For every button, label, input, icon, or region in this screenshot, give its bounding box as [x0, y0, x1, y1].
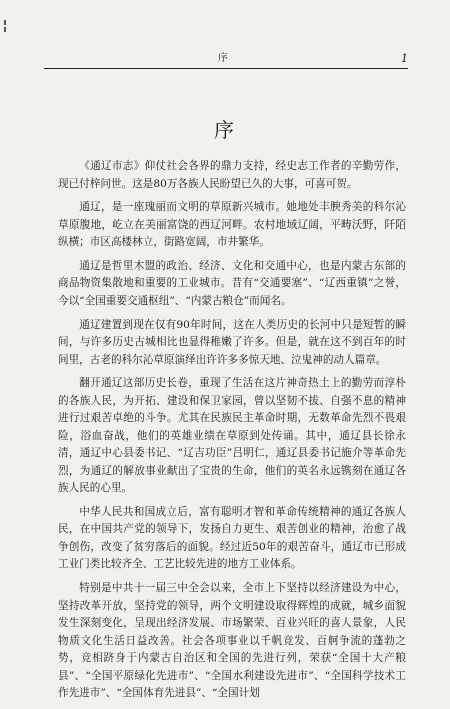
paragraph: 中华人民共和国成立后，富有聪明才智和革命传统精神的通辽各族人民，在中国共产党的领导下，发扬自力更生、艰苦创业的精神，治愈了战争创伤，改变了贫穷落后的面貌。经过近50年的艰苦奋斗，通辽市已形成工业门类比较齐全、工艺比较先进的地方工业体系。	[58, 505, 406, 571]
paragraph: 《通辽市志》仰仗社会各界的鼎力支持，经史志工作者的辛勤劳作，现已付梓问世。这是80万各族人民盼望已久的大事，可喜可贺。	[58, 160, 406, 190]
running-header-title: 序	[218, 53, 234, 64]
body-text	[58, 158, 406, 709]
paragraph: 通辽建置到现在仅有90年时间，这在人类历史的长河中只是短暂的瞬间，与许多历史古城相比也显得稚嫩了许多。但是，就在这不到百年的时间里，古老的科尔沁草原演绎出许许多多惊天地、泣鬼神的动人篇章。	[58, 318, 406, 366]
paragraph: 通辽是哲里木盟的政治、经济、文化和交通中心，也是内蒙古东部的商品物资集散地和重要的工业城市。昔有“交通要塞”、“辽西重镇”之誉，今以“全国重要交通枢纽”、“内蒙古粮仓”而闻名。	[58, 259, 406, 307]
paragraph: 特别是中共十一届三中全会以来，全市上下坚持以经济建设为中心，坚持改革开放，坚持党的领导，两个文明建设取得辉煌的成就，城乡面貌发生深刻变化，呈现出经济发展、市场繁荣、百业兴旺的喜人景象，人民物质文化生活日益改善。社会各项事业以千帆竞发、百舸争流的蓬勃之势，竞相跻身于内蒙古自治区和全国的先进行列，荣获“全国十大产粮县”、“全国平原绿化先进市”、“全国水利建设先进市”、“全国科学技术工作先进市”、“全国体育先进县”、“全国计划	[58, 582, 406, 700]
running-header	[44, 52, 408, 69]
page-number: 1	[401, 52, 408, 65]
binding-edge-marks	[3, 18, 7, 40]
paragraph: 通辽，是一座瑰丽而文明的草原新兴城市。她地处丰腴秀美的科尔沁草原腹地，屹立在美丽富饶的西辽河畔。农村地域辽阔，平畴沃野，阡陌纵横；市区高楼林立，街路宽阔，市井繁华。	[58, 201, 406, 249]
paragraph: 翻开通辽这部历史长卷，重现了生活在这片神奇热土上的勤劳而淳朴的各族人民，为开拓、建设和保卫家园，曾以坚韧不拔、自强不息的精神进行过艰苦卓绝的斗争。尤其在民族民主革命时期，无数革命先烈不畏艰险，浴血奋战，他们的英雄业绩在草原到处传诵。其中，通辽县长徐永清，通辽中心县委书记、“辽吉功臣”吕明仁，通辽县委书记施介等革命先烈，为通辽的解放事业献出了宝贵的生命，他们的英名永远镌刻在通辽各族人民的心里。	[58, 377, 406, 495]
section-heading: 序	[214, 118, 236, 142]
